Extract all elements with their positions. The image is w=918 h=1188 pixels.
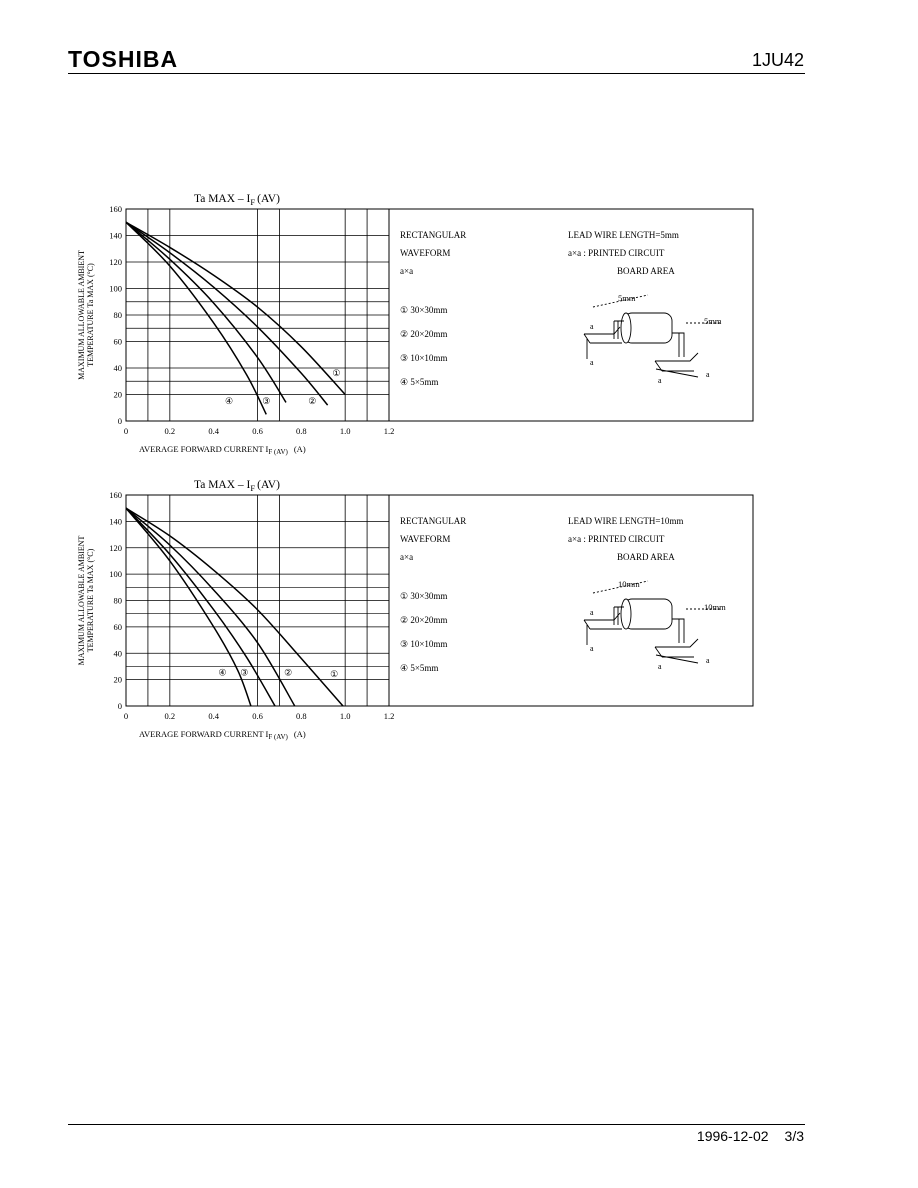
- chart-lead-5mm: [0, 180, 918, 470]
- diagram-a-left-bottom: a: [590, 358, 594, 367]
- x-tick-label-3: 0.6: [252, 711, 263, 721]
- y-tick-label-7: 140: [109, 516, 122, 527]
- x-tick-label-5: 1.0: [339, 426, 351, 436]
- series-curve-2: [126, 222, 328, 405]
- x-axis-label-sub: F (AV): [268, 733, 288, 741]
- curve-label-3: ③: [262, 395, 271, 406]
- chart-title-tail: (AV): [257, 479, 280, 491]
- x-tick-label-6: 1.2: [383, 426, 395, 436]
- y-tick-label-2: 40: [113, 363, 122, 373]
- y-tick-label-2: 40: [113, 648, 122, 659]
- legend-head-2: a×a: [400, 266, 414, 276]
- x-tick-label-0: 0: [123, 711, 129, 721]
- y-tick-label-6: 120: [109, 257, 122, 267]
- legend-item-1: ① 30×30mm: [400, 591, 448, 601]
- y-tick-label-1: 20: [113, 674, 122, 685]
- curve-label-2: ②: [308, 395, 317, 406]
- x-axis-label-main: AVERAGE FORWARD CURRENT I: [139, 444, 269, 454]
- diagram-a-right: a: [706, 656, 710, 665]
- pad-right: [655, 353, 698, 371]
- legend-head-1: WAVEFORM: [400, 534, 451, 544]
- diagram-a-bottom: a: [658, 376, 662, 385]
- curve-label-3: ③: [240, 667, 249, 678]
- y-tick-label-5: 100: [109, 569, 122, 580]
- y-tick-label-4: 80: [113, 310, 122, 320]
- x-axis-label-unit: (A): [293, 444, 306, 454]
- x-tick-label-1: 0.2: [164, 426, 176, 436]
- diagram-a-left-top: a: [590, 322, 594, 331]
- legend-item-1: ① 30×30mm: [400, 305, 448, 315]
- y-tick-label-0: 0: [117, 416, 122, 426]
- x-tick-label-4: 0.8: [296, 711, 307, 721]
- footer-date: 1996-12-02: [696, 1128, 769, 1144]
- diagram-a-bottom: a: [658, 662, 662, 671]
- x-axis-label: [139, 729, 306, 741]
- note-board-area: BOARD AREA: [617, 266, 675, 276]
- y-tick-label-1: 20: [113, 389, 122, 400]
- curve-label-1: ①: [330, 668, 339, 679]
- chart-title-main: Ta MAX – I: [194, 479, 251, 491]
- x-axis-label: [139, 444, 306, 456]
- toshiba-logo: TOSHIBA: [68, 46, 179, 72]
- x-tick-label-1: 0.2: [164, 711, 176, 721]
- series-curve-1: [126, 508, 343, 706]
- y-tick-label-0: 0: [117, 701, 122, 711]
- diode-end-cap: [621, 313, 631, 343]
- series-curve-4: [126, 222, 266, 414]
- y-tick-label-8: 160: [109, 204, 122, 214]
- x-tick-label-3: 0.6: [252, 426, 263, 436]
- mounting-diagram: [584, 295, 720, 377]
- curve-label-2: ②: [284, 667, 293, 678]
- legend-item-2: ② 20×20mm: [400, 615, 448, 625]
- curve-label-1: ①: [332, 367, 341, 378]
- diagram-dim-lead-right: 5mm: [704, 316, 722, 326]
- footer: [681, 1128, 804, 1144]
- pad-right: [655, 639, 698, 657]
- chart-lead-10mm: [0, 470, 918, 760]
- series-curve-4: [126, 508, 251, 706]
- legend-head-0: RECTANGULAR: [400, 516, 467, 526]
- x-tick-label-2: 0.4: [208, 426, 219, 436]
- note-lead-wire: LEAD WIRE LENGTH=10mm: [568, 516, 684, 526]
- footer-page: 3/3: [784, 1128, 804, 1144]
- curve-label-4: ④: [224, 395, 234, 406]
- lead-right: [672, 619, 684, 643]
- chart-title-tail: (AV): [257, 193, 280, 205]
- curve-label-4: ④: [218, 667, 227, 678]
- part-number: 1JU42: [751, 50, 804, 70]
- x-tick-label-0: 0: [123, 426, 129, 436]
- y-axis-label-line2: TEMPERATURE Ta MAX (°C): [86, 263, 95, 367]
- legend-item-4: ④ 5×5mm: [400, 663, 439, 673]
- diagram-dim-lead-top: 10mm: [618, 579, 640, 589]
- chart-title: [194, 479, 280, 493]
- legend-item-3: ③ 10×10mm: [400, 639, 448, 649]
- legend-head-0: RECTANGULAR: [400, 230, 467, 240]
- diagram-a-right: a: [706, 370, 710, 379]
- note-pcb: a×a : PRINTED CIRCUIT: [568, 248, 665, 258]
- legend-item-4: ④ 5×5mm: [400, 377, 439, 387]
- y-axis-label-line1: MAXIMUM ALLOWABLE AMBIENT: [77, 535, 86, 666]
- y-tick-label-4: 80: [113, 595, 122, 606]
- header-rule: [68, 73, 805, 74]
- diagram-a-left-bottom: a: [590, 644, 594, 653]
- diagram-dim-lead-top: 5mm: [618, 293, 636, 303]
- y-tick-label-7: 140: [109, 230, 122, 241]
- footer-rule: [68, 1124, 805, 1125]
- note-pcb: a×a : PRINTED CIRCUIT: [568, 534, 665, 544]
- diode-end-cap: [621, 599, 631, 629]
- chart-title-sub: F: [250, 197, 256, 207]
- y-tick-label-6: 120: [109, 542, 122, 553]
- chart-title: [194, 193, 280, 207]
- legend-head-2: a×a: [400, 552, 414, 562]
- diagram-dim-lead-right: 10mm: [704, 602, 726, 612]
- mounting-diagram: [584, 581, 720, 663]
- chart-title-main: Ta MAX – I: [194, 193, 251, 205]
- x-tick-label-5: 1.0: [339, 711, 351, 721]
- x-tick-label-6: 1.2: [383, 711, 395, 721]
- series-curve-1: [126, 222, 345, 394]
- x-tick-label-2: 0.4: [208, 711, 219, 721]
- y-tick-label-3: 60: [113, 336, 122, 347]
- y-tick-label-8: 160: [109, 490, 122, 500]
- legend-item-3: ③ 10×10mm: [400, 353, 448, 363]
- chart-title-sub: F: [250, 483, 256, 493]
- y-axis-label-line1: MAXIMUM ALLOWABLE AMBIENT: [77, 250, 86, 380]
- y-tick-label-5: 100: [109, 283, 122, 294]
- y-axis-label-line2: TEMPERATURE Ta MAX (°C): [86, 548, 95, 653]
- x-axis-label-unit: (A): [293, 729, 306, 739]
- lead-right: [672, 333, 684, 357]
- y-tick-label-3: 60: [113, 621, 122, 632]
- note-board-area: BOARD AREA: [617, 552, 675, 562]
- diagram-a-left-top: a: [590, 608, 594, 617]
- x-axis-label-sub: F (AV): [268, 448, 288, 456]
- x-tick-label-4: 0.8: [296, 426, 307, 436]
- x-axis-label-main: AVERAGE FORWARD CURRENT I: [139, 729, 269, 739]
- legend-head-1: WAVEFORM: [400, 248, 451, 258]
- note-lead-wire: LEAD WIRE LENGTH=5mm: [568, 230, 679, 240]
- legend-item-2: ② 20×20mm: [400, 329, 448, 339]
